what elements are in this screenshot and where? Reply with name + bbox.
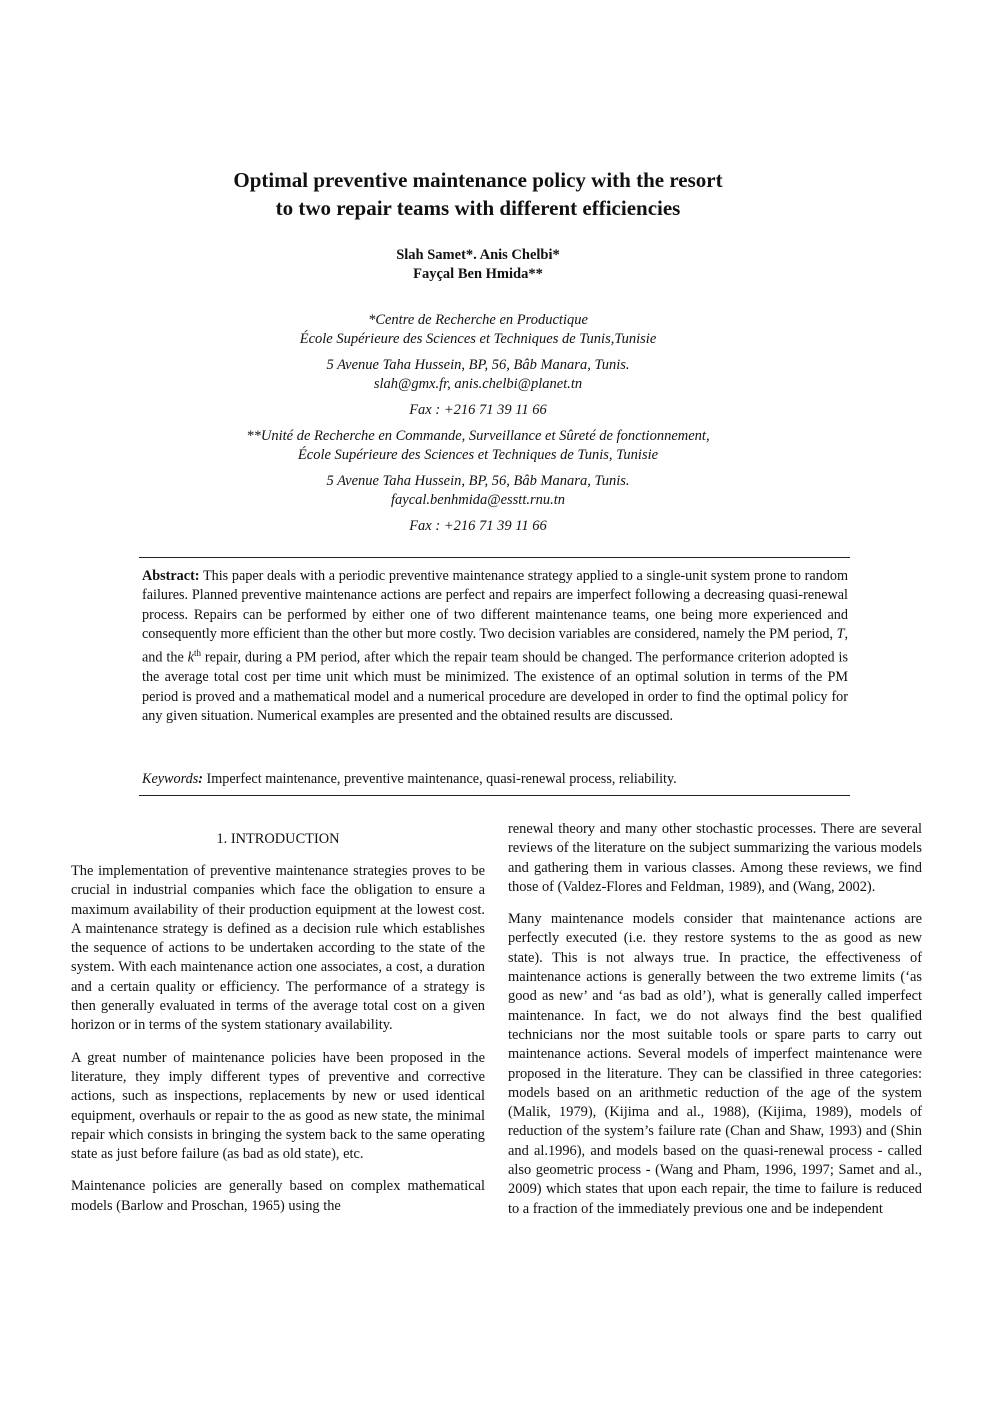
affiliation-1-org-block (140, 311, 816, 349)
keywords (142, 770, 848, 789)
paragraph: renewal theory and many other stochastic processes. There are several reviews of the literature on the subject summarizing the various models and gathering them in various classes. Among these reviews, we find those of (Valdez-Flores and Feldman, 1989), and (Wang, 2002). (508, 821, 922, 895)
affiliation-1-address: 5 Avenue Taha Hussein, BP, 56, Bâb Manara, Tunis. (326, 357, 630, 373)
abstract-var-t: T (836, 625, 845, 642)
title-line-2: to two repair teams with different efficiencies (275, 196, 681, 220)
left-column (71, 862, 485, 1229)
abstract-text-b: , and the (142, 625, 848, 666)
affiliation-2-org-block (140, 427, 816, 465)
paper-title (140, 166, 816, 222)
affiliation-2-fax: Fax : +216 71 39 11 66 (409, 518, 547, 534)
abstract-sup-th: th (193, 648, 201, 659)
section-heading-introduction: 1. INTRODUCTION (216, 831, 340, 847)
authors-line-2: Fayçal Ben Hmida** (413, 266, 543, 282)
abstract-label: Abstract: (142, 568, 200, 584)
paragraph: A great number of maintenance policies have been proposed in the literature, they imply different types of preventive and corrective actions, such as inspections, replacements by new or used identical equipment, overhauls or repair to the as good as new state, the minimal repair which consists in bringing the system back to the same operating state as just before failure (as bad as old state), etc. (71, 1049, 485, 1163)
affiliation-2-school: École Supérieure des Sciences et Techniques de Tunis, Tunisie (297, 447, 659, 463)
abstract-var-k: k (187, 649, 194, 666)
paragraph: The implementation of preventive maintenance strategies proves to be crucial in industrial companies which face the obligation to ensure a maximum availability of their production equipment at the lowest cost. A maintenance strategy is defined as a decision rule which establishes the sequence of actions to be undertaken according to the state of the system. With each maintenance action one associates, a cost, a duration and a certain quality or efficiency. The performance of a strategy is then generally evaluated in terms of the average total cost on a given horizon or in terms of the system stationary availability. (71, 863, 485, 1034)
affiliation-1-school: École Supérieure des Sciences et Techniques de Tunis,Tunisie (299, 331, 657, 347)
affiliation-2-org: **Unité de Recherche en Commande, Surveillance et Sûreté de fonctionnement, (246, 428, 710, 444)
affiliation-1-fax: Fax : +216 71 39 11 66 (409, 402, 547, 418)
paragraph: Many maintenance models consider that maintenance actions are perfectly executed (i.e. they restore systems to the as good as new state). This is not always true. In practice, the effectiveness of maintenance actions is generally between the two extreme limits (‘as good as new’ and ‘as bad as old’), what is generally called imperfect maintenance. In fact, we do not always find the best qualified technicians nor the most suitable tools or spare parts to carry out maintenance actions. Several models of imperfect maintenance were proposed in the literature. They can be classified in three categories: models based on an arithmetic reduction of the age of the system (Malik, 1979), (Kijima and al., 1988), (Kijima, 1989), models of reduction of the system’s failure rate (Chan and Shaw, 1993) and (Shin and al.1996), and models based on the quasi-renewal process - called also geometric process - (Wang and Pham, 1996, 1997; Samet and al., 2009) which states that upon each repair, the time to failure is reduced to a fraction of the immediately previous one and be independent (508, 911, 922, 1217)
abstract-top-rule (139, 557, 850, 558)
title-line-1: Optimal preventive maintenance policy with the resort (233, 168, 723, 192)
paragraph: Maintenance policies are generally based on complex mathematical models (Barlow and Proschan, 1965) using the (71, 1178, 485, 1214)
affiliation-1-emails: slah@gmx.fr, anis.chelbi@planet.tn (373, 376, 583, 392)
affiliation-1-address-block (140, 356, 816, 394)
keywords-text: Imperfect maintenance, preventive maintenance, quasi-renewal process, reliability. (202, 771, 677, 787)
affiliation-2-fax-block (140, 517, 816, 536)
right-column (508, 820, 922, 1232)
affiliation-2-email: faycal.benhmida@esstt.rnu.tn (390, 492, 566, 508)
keywords-colon: : (198, 771, 203, 787)
affiliation-1-org: *Centre de Recherche en Productique (368, 312, 588, 328)
abstract (142, 567, 848, 726)
authors-line-1: Slah Samet*. Anis Chelbi* (396, 247, 560, 263)
affiliation-1-fax-block (140, 401, 816, 420)
affiliation-2-address-block (140, 472, 816, 510)
affiliation-2-address: 5 Avenue Taha Hussein, BP, 56, Bâb Manara, Tunis. (326, 473, 630, 489)
author-list (140, 246, 816, 284)
abstract-text-a: This paper deals with a periodic preventive maintenance strategy applied to a single-unit system prone to random failures. Planned preventive maintenance actions are perfect and repairs are imperfect following a decreasing quasi-renewal process. Repairs can be performed by either one of two different maintenance teams, one being more experienced and consequently more efficient than the other but more costly. Two decision variables are considered, namely the PM period, (142, 568, 848, 642)
abstract-text-c: repair, during a PM period, after which the repair team should be changed. The performance criterion adopted is the average total cost per time unit which must be minimized. The existence of an optimal solution in terms of the PM period is proved and a mathematical model and a numerical procedure are developed in order to find the optimal policy for any given situation. Numerical examples are presented and the obtained results are discussed. (142, 649, 848, 724)
abstract-bottom-rule (139, 795, 850, 796)
keywords-label: Keywords (142, 771, 199, 787)
